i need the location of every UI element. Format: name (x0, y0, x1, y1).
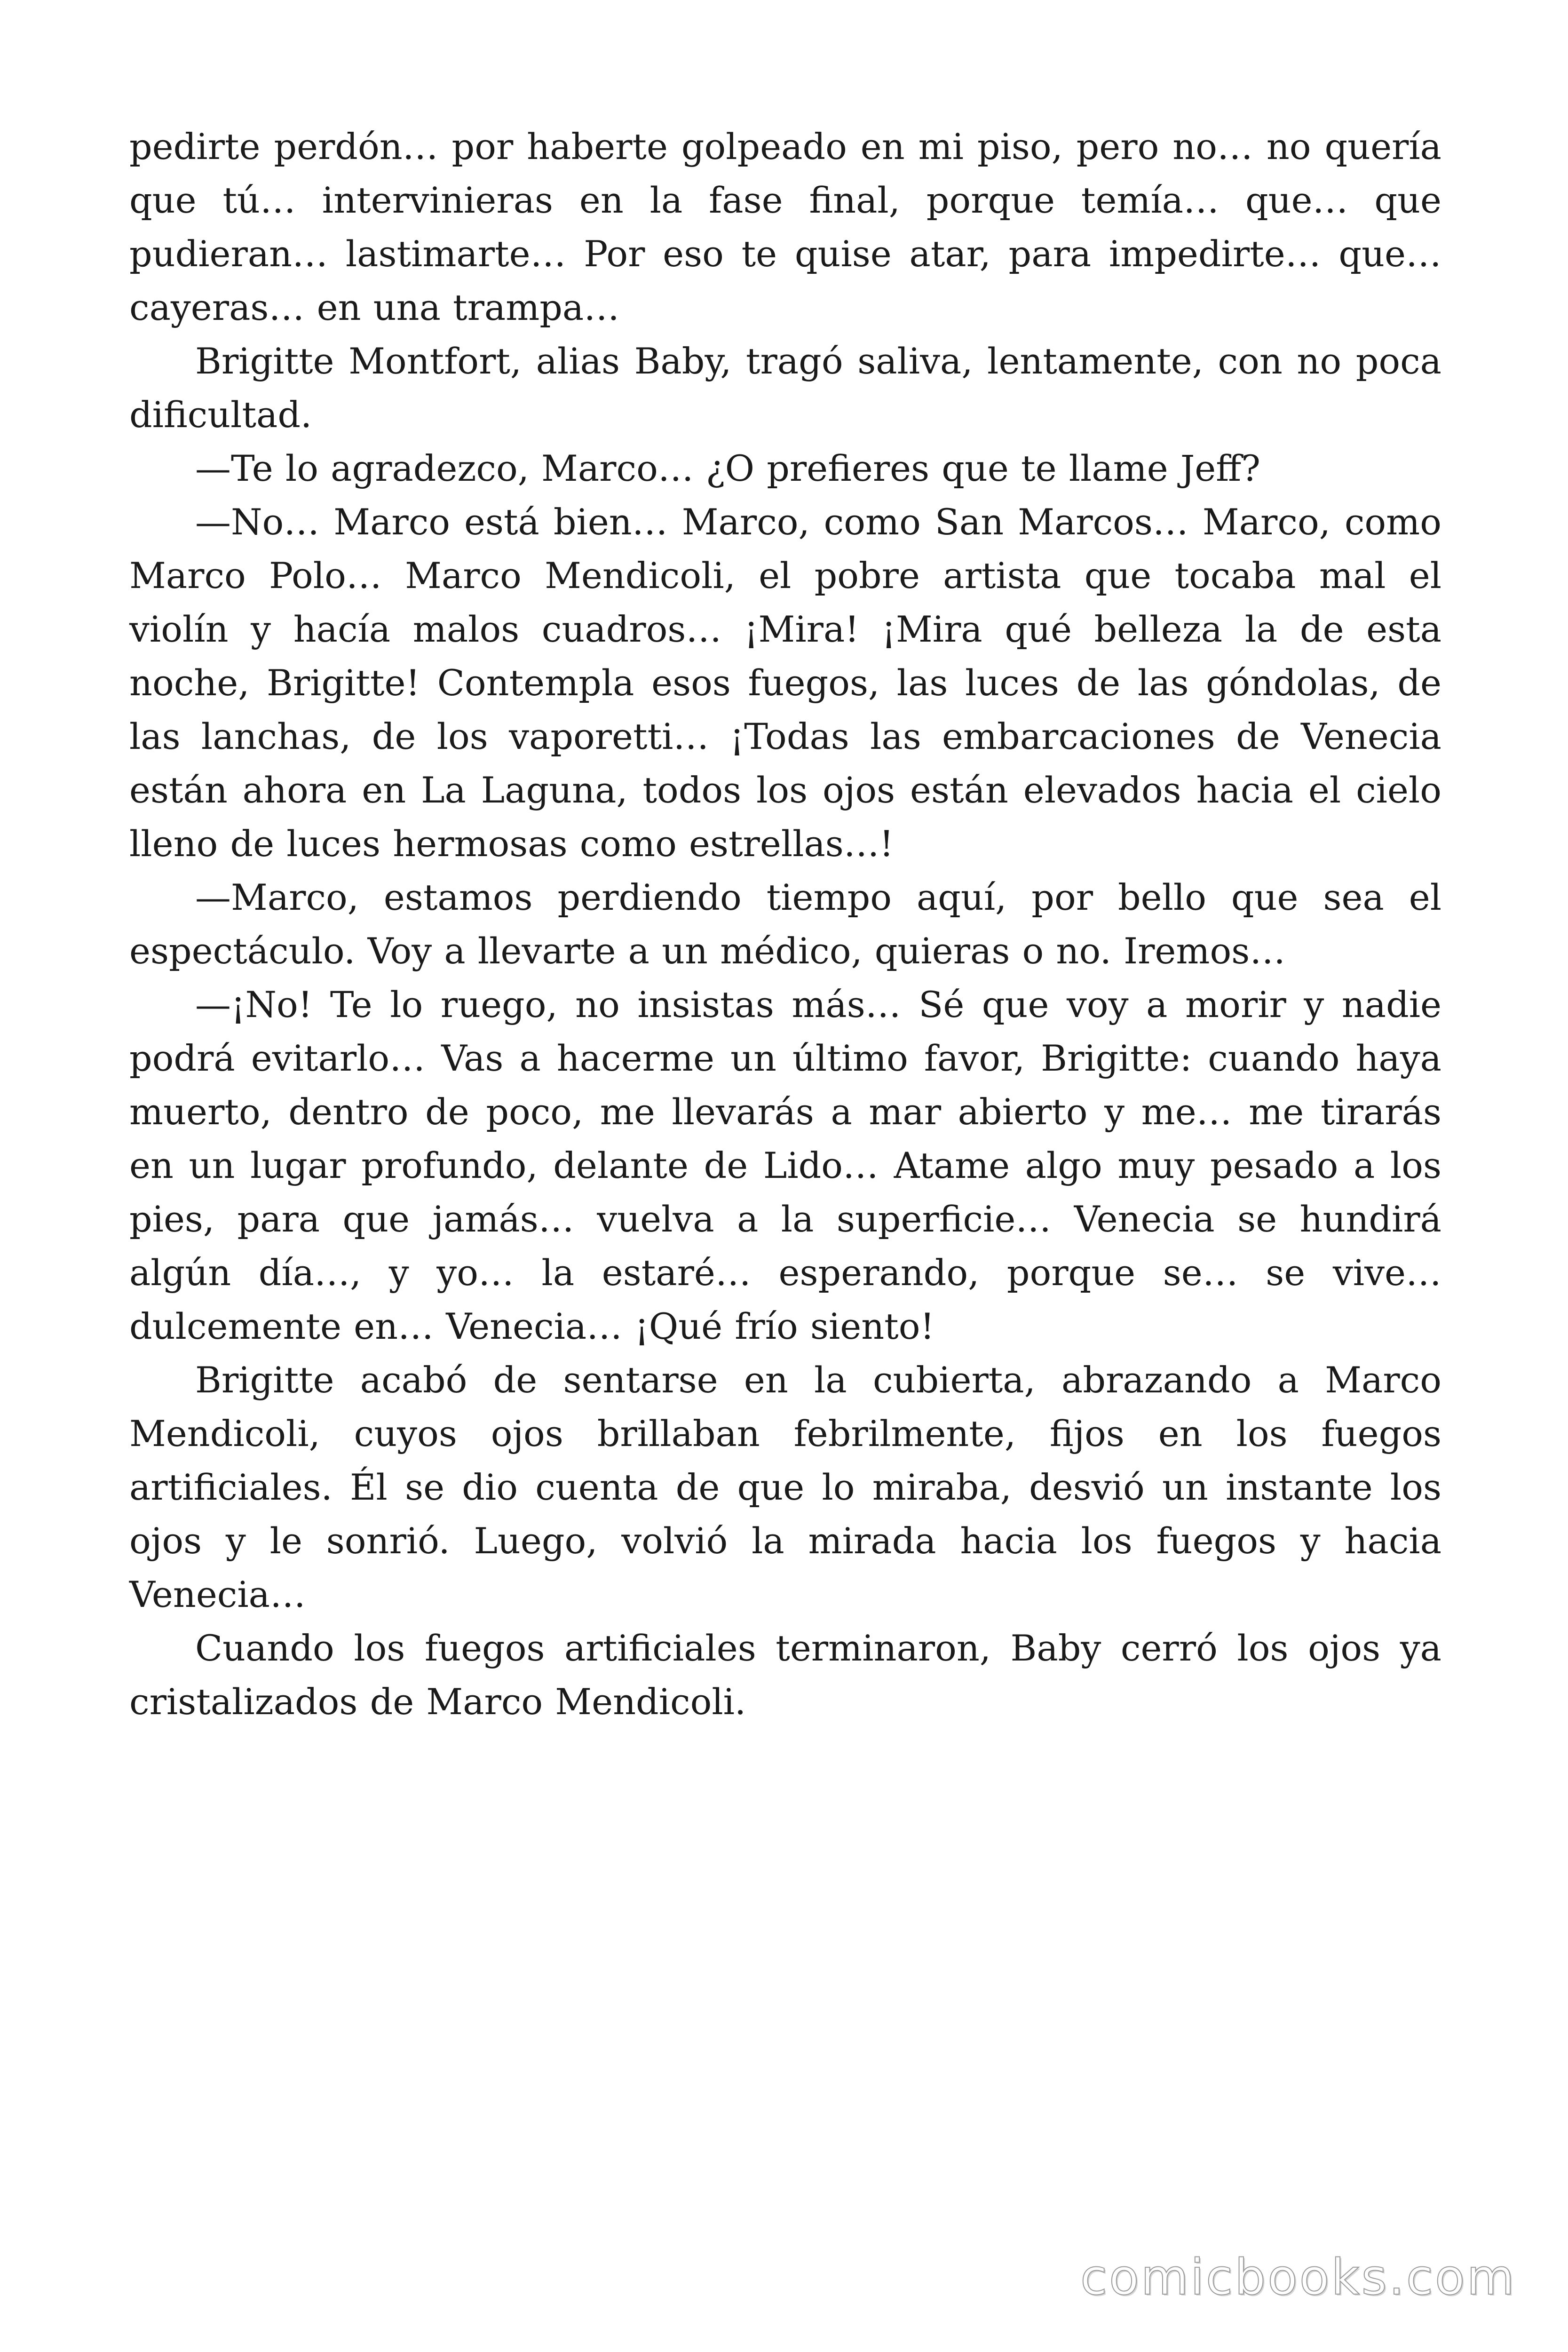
paragraph-2: Brigitte Montfort, alias Baby, tragó saliva, lentamente, con no poca dificultad. (129, 340, 1441, 436)
paragraph-6: —¡No! Te lo ruego, no insistas más… Sé que voy a morir y nadie podrá evitarlo… Vas a hacerme un último favor, Brigitte: cuando haya muerto, dentro de poco, me llevarás a mar abierto y me… me tirarás en un lugar profundo, delante de Lido… Atame algo muy pesado a los pies, para que jamás… vuelva a la superficie… Venecia se hundirá algún día…, y yo… la estaré… esperando, porque se… se vive… dulcemente en… Venecia… ¡Qué frío siento! (129, 984, 1441, 1347)
body-text (129, 120, 1441, 1729)
paragraph-3: —Te lo agradezco, Marco… ¿O prefieres que te llame Jeff? (195, 447, 1261, 489)
paragraph-1: pedirte perdón… por haberte golpeado en mi piso, pero no… no quería que tú… intervinieras en la fase final, porque temía… que… que pudieran… lastimarte… Por eso te quise atar, para impedirte… que… cayeras… en una trampa… (129, 126, 1441, 328)
paragraph-4: —No… Marco está bien… Marco, como San Marcos… Marco, como Marco Polo… Marco Mendicoli, el pobre artista que tocaba mal el violín y hacía malos cuadros… ¡Mira! ¡Mira qué belleza la de esta noche, Brigitte! Contempla esos fuegos, las luces de las góndolas, de las lanchas, de los vaporetti… ¡Todas las embarcaciones de Venecia están ahora en La Laguna, todos los ojos están elevados hacia el cielo lleno de luces hermosas como estrellas…! (129, 501, 1441, 865)
paragraph-5: —Marco, estamos perdiendo tiempo aquí, por bello que sea el espectáculo. Voy a llevarte a un médico, quieras o no. Iremos… (129, 876, 1441, 972)
paragraph-8: Cuando los fuegos artificiales terminaron, Baby cerró los ojos ya cristalizados de Marco Mendicoli. (129, 1627, 1441, 1723)
paragraph-7: Brigitte acabó de sentarse en la cubierta, abrazando a Marco Mendicoli, cuyos ojos brillaban febrilmente, fijos en los fuegos artificiales. Él se dio cuenta de que lo miraba, desvió un instante los ojos y le sonrió. Luego, volvió la mirada hacia los fuegos y hacia Venecia… (129, 1359, 1441, 1615)
watermark: comicbooks.com (1080, 2249, 1516, 2306)
